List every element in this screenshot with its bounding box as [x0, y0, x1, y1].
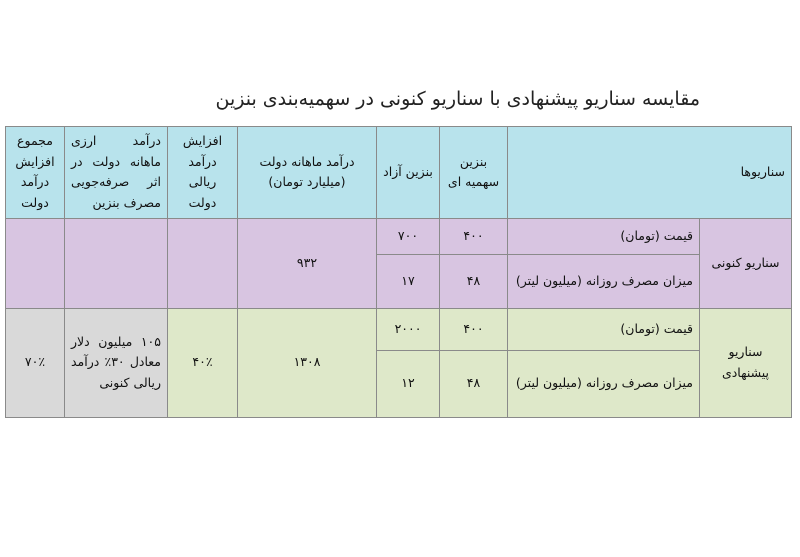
- proposed-price-free: ۲۰۰۰: [377, 308, 440, 350]
- table-title: مقایسه سناریو پیشنهادی با سناریو کنونی در سهمیه‌بندی بنزین: [215, 88, 700, 110]
- header-total-increase: مجموع افزایش درآمد دولت: [6, 127, 65, 219]
- header-quota-gas: بنزین سهمیه ای: [440, 127, 508, 219]
- current-scenario-name: سناریو کنونی: [700, 218, 792, 308]
- proposed-cons-quota: ۴۸: [440, 350, 508, 417]
- header-scenarios: سناریوها: [508, 127, 792, 219]
- proposed-price-row: [6, 308, 792, 350]
- current-rial-cell: [168, 218, 238, 308]
- proposed-cons-free: ۱۲: [377, 350, 440, 417]
- current-monthly-income: ۹۳۲: [238, 218, 377, 308]
- proposed-consumption-label: میزان مصرف روزانه (میلیون لیتر): [508, 350, 700, 417]
- header-monthly-income: درآمد ماهانه دولت (میلیارد تومان): [238, 127, 377, 219]
- proposed-total-increase: ۷۰٪: [6, 308, 65, 417]
- current-price-quota: ۴۰۰: [440, 218, 508, 254]
- header-rial-increase: افزایش درآمد ریالی دولت: [168, 127, 238, 219]
- current-cons-quota: ۴۸: [440, 254, 508, 308]
- current-cons-free: ۱۷: [377, 254, 440, 308]
- current-fx-cell: [65, 218, 168, 308]
- header-row: [6, 127, 792, 219]
- current-price-free: ۷۰۰: [377, 218, 440, 254]
- comparison-table: [5, 126, 792, 418]
- current-total-cell: [6, 218, 65, 308]
- proposed-monthly-income: ۱۳۰۸: [238, 308, 377, 417]
- current-consumption-label: میزان مصرف روزانه (میلیون لیتر): [508, 254, 700, 308]
- proposed-scenario-name: سناریو پیشنهادی: [700, 308, 792, 417]
- proposed-price-label: قیمت (تومان): [508, 308, 700, 350]
- current-price-row: [6, 218, 792, 254]
- proposed-rial-increase: ۴۰٪: [168, 308, 238, 417]
- proposed-fx-income: ۱۰۵ میلیون دلار معادل ۳۰٪ درآمد ریالی کنونی: [65, 308, 168, 417]
- current-price-label: قیمت (تومان): [508, 218, 700, 254]
- header-fx-income: درآمد ارزی ماهانه دولت در اثر صرفه‌جویی مصرف بنزین: [65, 127, 168, 219]
- proposed-price-quota: ۴۰۰: [440, 308, 508, 350]
- header-free-gas: بنزین آزاد: [377, 127, 440, 219]
